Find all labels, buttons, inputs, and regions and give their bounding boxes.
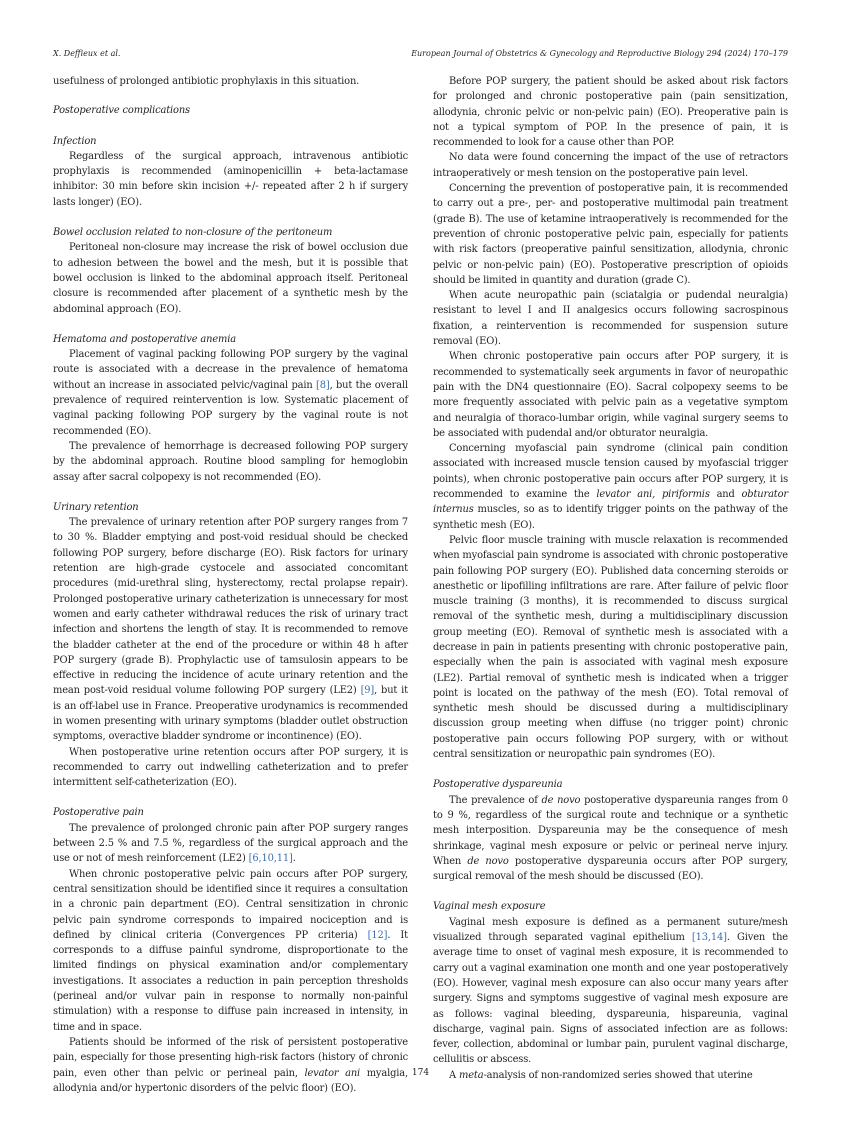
citation-link[interactable]: [6,10,11] — [248, 853, 293, 865]
text-run: The prevalence of prolonged chronic pain after POP surgery ranges between 2.5 % and 7.5 %, regardless of the surgical approach and the use or not of mesh reinforcement (LE2) — [53, 822, 408, 865]
subsection-heading-urinary-retention: Urinary retention — [53, 501, 139, 513]
citation-link[interactable]: [8] — [316, 379, 330, 391]
paragraph — [53, 347, 408, 439]
paragraph: Peritoneal non-closure may increase the risk of bowel occlusion due to adhesion between the bowel and the mesh, but it is possible that bowel occlusion is linked to the abdominal approach itself. Peritoneal closure is recommended after placement of a synthetic mesh by the abdominal approach (EO). — [53, 242, 408, 315]
paragraph: usefulness of prolonged antibiotic prophylaxis in this situation. — [53, 76, 360, 87]
text-run: . It corresponds to a diffuse painful syndrome, disproportionate to the limited findings on physical examination and/or complementary investigations. It associates a reduction in pain perception thresholds (perineal and/or vulvar pain in response to normally non-painful stimulation) with a response to diffuse pain increased in intensity, in time and in space. — [53, 929, 408, 1033]
paragraph — [53, 821, 408, 867]
text-run: postoperative dyspareunia occurs after POP surgery, surgical removal of the mesh should be discussed (EO). — [433, 855, 788, 883]
subsection-heading-postoperative-pain: Postoperative pain — [53, 807, 144, 819]
paragraph: Concerning the prevention of postoperative pain, it is recommended to carry out a pre-, per- and postoperative multimodal pain treatment (grade B). The use of ketamine intraoperatively is recommended for the prevention of chronic postoperative pelvic pain, especially for patients with risk factors (preoperative painful sensitization, allodynia, chronic pelvic or non-pelvic pain) (EO). Postoperative prescription of opioids should be limited in quantity and duration (grade C). — [433, 183, 788, 286]
text-run: myalgia, allodynia and/or hypertonic disorders of the pelvic floor) (EO). — [53, 1067, 408, 1094]
paragraph: No data were found concerning the impact of the use of retractors intraoperatively or mesh tension on the postoperative pain level. — [433, 152, 788, 179]
paragraph: When chronic postoperative pain occurs after POP surgery, it is recommended to systematically seek arguments in favor of neuropathic pain with the DN4 questionnaire (EO). Sacral colpopexy seems to be more frequently associated with pelvic pain as a vegetative symptom and neuralgia of thoraco-lumbar origin, while vaginal surgery seems to be associated with pudendal and/or obturator neuralgia. — [433, 351, 788, 439]
paragraph — [433, 915, 788, 1068]
text-run-italic: obturator internus — [433, 489, 788, 516]
text-run: muscles, so as to identify trigger points on the pathway of the synthetic mesh (EO). — [433, 504, 788, 531]
text-run: The prevalence of — [449, 794, 538, 806]
paragraph: The prevalence of hemorrhage is decreased following POP surgery by the abdominal approach. Routine blood sampling for hemoglobin assay after sacral colpopexy is not recommended (EO). — [53, 440, 408, 483]
paragraph: Before POP surgery, the patient should be asked about risk factors for prolonged and chronic postoperative pain (pain sensitization, allodynia, chronic pelvic or non-pelvic pain) (EO). Preoperative pain is not a typical symptom of POP. In the presence of pain, it is recommended to look for a cause other than POP. — [433, 76, 788, 149]
subsection-heading-bowel-occlusion: Bowel occlusion related to non-closure of the peritoneum — [53, 227, 333, 239]
text-run: , but the overall prevalence of required reintervention is low. Systematic placement of vaginal packing following POP surgery by the vaginal route is not recommended (EO). — [53, 379, 408, 437]
text-run-italic: meta — [458, 1069, 484, 1081]
right-column — [433, 74, 788, 1083]
subsection-heading-infection: Infection — [53, 135, 97, 147]
paragraph: When acute neuropathic pain (sciatalgia or pudendal neuralgia) resistant to level I and II analgesics occurs following sacrospinous fixation, a reintervention is recommended for suspension suture removal (EO). — [433, 290, 788, 348]
running-head-journal: European Journal of Obstetrics & Gynecology and Reproductive Biology 294 (2024) 170–179 — [411, 49, 788, 58]
paragraph — [53, 515, 408, 744]
text-run: Concerning myofascial pain syndrome (clinical pain condition associated with increased muscle tension caused by myofascial trigger points), when chronic postoperative pain occurs after POP surgery, it is recommended to examine the — [433, 443, 788, 501]
text-run: and — [716, 489, 735, 501]
text-run: postoperative dyspareunia ranges from 0 to 9 %, regardless of the surgical route and technique or a synthetic mesh interposition. Dyspareunia may be the consequence of mesh shrinkage, vaginal mesh exposure or pelvic or perineal nerve injury. When — [433, 794, 789, 867]
page-number: 174 — [411, 1068, 430, 1078]
text-run: -analysis of non-randomized series showed that uterine — [483, 1069, 753, 1081]
text-run: Placement of vaginal packing following POP surgery by the vaginal route is associated with a decrease in the prevalence of hematoma without an increase in associated pelvic/vaginal pain — [53, 349, 408, 391]
subsection-heading-hematoma: Hematoma and postoperative anemia — [53, 333, 236, 345]
paragraph — [433, 793, 788, 885]
subsection-heading-vaginal-mesh-exposure: Vaginal mesh exposure — [433, 901, 546, 913]
paragraph — [433, 441, 788, 533]
text-run: The prevalence of urinary retention after POP surgery ranges from 7 to 30 %. Bladder emptying and post-void residual should be checked following POP surgery, before discharge (EO). Risk factors for urinary retention are high-grade cystocele and associated concomitant procedures (mid-urethral sling, hysterectomy, rectal prolapse repair). Prolonged postoperative urinary catheterization is unnecessary for most women and early catheter withdrawal reduces the risk of urinary tract infection and shortens the length of stay. It is recommended to remove the bladder catheter at the end of the procedure or within 48 h after POP surgery (grade B). Prophylactic use of tamsulosin appears to be effective in reducing the incidence of acute urinary retention and the mean post-void residual volume following POP surgery (LE2) — [53, 517, 408, 697]
text-run: . — [292, 853, 296, 865]
citation-link[interactable]: [13,14] — [691, 932, 727, 944]
citation-link[interactable]: [9] — [360, 685, 375, 697]
text-run: . Given the average time to onset of vaginal mesh exposure, it is recommended to carry out a vaginal examination one month and one year postoperatively (EO). However, vaginal mesh exposure can also occur many years after surgery. Signs and symptoms suggestive of vaginal mesh exposure are as follows: vaginal bleeding, dyspareunia, hispareunia, vaginal discharge, vaginal pain. Signs of associated infection are as follows: fever, collection, abdominal or lumbar pain, purulent vaginal discharge, cellulitis or abscess. — [433, 932, 788, 1066]
text-run-italic: de novo — [467, 855, 509, 867]
paragraph: Pelvic floor muscle training with muscle relaxation is recommended when myofascial pain syndrome is associated with chronic postoperative pain following POP surgery (EO). Published data concerning steroids or anesthetic or lipofilling infiltrations are rare. After failure of pelvic floor muscle training (3 months), it is recommended to discuss surgical removal of the synthetic mesh, during a multidisciplinary discussion group meeting (EO). Removal of synthetic mesh is associated with a decrease in pain in patients presenting with chronic postoperative pain, especially when the pain is associated with vaginal mesh exposure (LE2). Partial removal of synthetic mesh is indicated when a trigger point is located on the pathway of the mesh (EO). Total removal of synthetic mesh should be discussed during a multidisciplinary discussion group meeting when diffuse (no trigger point) chronic postoperative pain occurs following POP surgery, with or without central sensitization or neuropathic pain syndromes (EO). — [433, 534, 788, 761]
text-run-italic: levator ani, piriformis — [596, 489, 710, 501]
citation-link[interactable]: [12] — [367, 929, 388, 941]
paragraph — [53, 1035, 408, 1096]
text-run: When chronic postoperative pelvic pain occurs after POP surgery, central sensitization should be identified since it requires a consultation in a chronic pain department (EO). Central sensitization in chronic pelvic pain syndrome corresponds to impaired nociception and is defined by clinical criteria (Convergences PP criteria) — [53, 868, 408, 941]
text-run: Patients should be informed of the risk of persistent postoperative pain, especially for those presenting high-risk factors (history of chronic pain, even other than pelvic or perineal pain, — [53, 1036, 408, 1079]
left-column — [53, 74, 408, 1096]
text-run: Vaginal mesh exposure is defined as a permanent suture/mesh visualized through separated vaginal epithelium — [433, 916, 788, 944]
text-run-italic: de novo — [541, 794, 581, 806]
running-head-authors: X. Deffieux et al. — [53, 49, 121, 58]
text-run-italic: levator ani — [304, 1067, 361, 1079]
subsection-heading-postoperative-dyspareunia: Postoperative dyspareunia — [433, 779, 563, 791]
paragraph: When postoperative urine retention occurs after POP surgery, it is recommended to carry out indwelling catheterization and to prefer intermittent self-catheterization (EO). — [53, 746, 408, 789]
text-run: , but it is an off-label use in France. Preoperative urodynamics is recommended in women presenting with urinary symptoms (bladder outlet obstruction symptoms, overactive bladder syndrome or incontinence) (EO). — [53, 685, 408, 743]
section-heading-postoperative-complications: Postoperative complications — [53, 105, 190, 117]
paragraph: Regardless of the surgical approach, intravenous antibiotic prophylaxis is recommended (aminopenicillin + beta-lactamase inhibitor: 30 min before skin incision +/- repeated after 2 h if surgery lasts longer) (EO). — [53, 150, 408, 208]
paragraph — [53, 867, 408, 1035]
text-run: A — [449, 1069, 456, 1081]
